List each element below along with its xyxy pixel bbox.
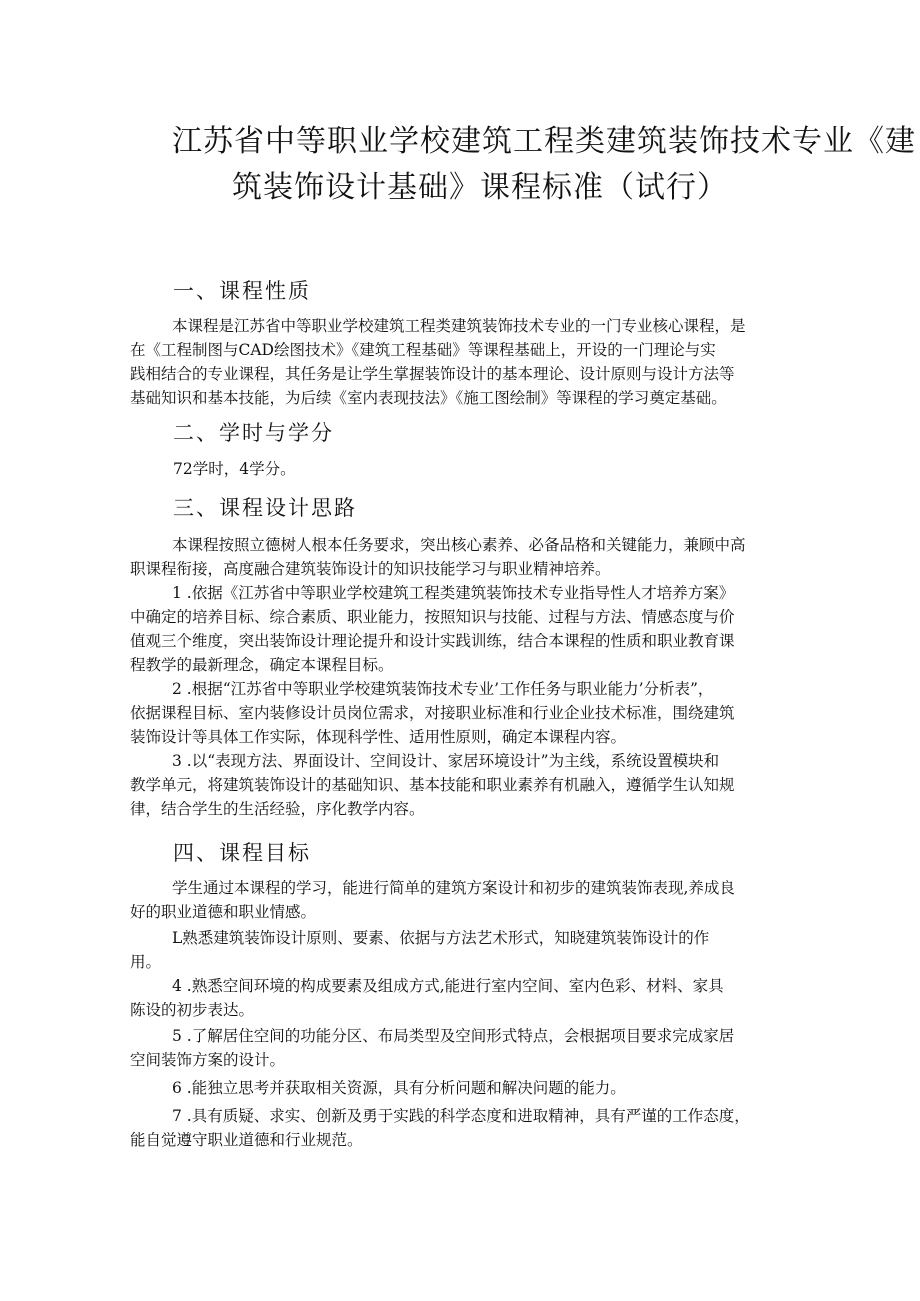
section-heading-4: 四、课程目标 [173,841,311,865]
paragraph-line: 本课程按照立德树人根本任务要求，突出核心素养、必备品格和关键能力，兼顾中高 [172,536,746,554]
paragraph-line: 72学时，4学分。 [173,460,296,478]
paragraph-line: 用。 [130,953,162,971]
paragraph-line: 6 .能独立思考并获取相关资源，具有分析问题和解决问题的能力。 [172,1079,626,1097]
paragraph-line: 中确定的培养目标、综合素质、职业能力，按照知识与技能、过程与方法、情感态度与价 [130,608,735,626]
doc-title-line-2: 筑装饰设计基础》课程标准（试行） [232,170,728,205]
doc-title-line-1: 江苏省中等职业学校建筑工程类建筑装饰技术专业《建 [172,124,916,159]
paragraph-line: 基础知识和基本技能，为后续《室内表现技法》《施工图绘制》等课程的学习奠定基础。 [130,389,727,407]
paragraph-line: 程教学的最新理念，确定本课程目标。 [130,656,394,674]
paragraph-line: 本课程是江苏省中等职业学校建筑工程类建筑装饰技术专业的一门专业核心课程，是 [172,317,746,335]
paragraph-line: 空间装饰方案的设计。 [130,1051,286,1069]
paragraph-line: 4 .熟悉空间环境的构成要素及组成方式,能进行室内空间、室内色彩、材料、家具 [172,977,724,995]
section-heading-1: 一、课程性质 [173,279,311,303]
paragraph-line: 职课程衔接，高度融合建筑装饰设计的知识技能学习与职业精神培养。 [130,560,611,578]
paragraph-line: 3 .以“表现方法、界面设计、空间设计、家居环境设计”为主线，系统设置模块和 [172,752,720,770]
paragraph-line: 陈设的初步表达。 [130,1001,255,1019]
paragraph-line: 能自觉遵守职业道德和行业规范。 [130,1131,363,1149]
paragraph-line: 在《工程制图与CAD绘图技术》《建筑工程基础》等课程基础上，开设的一门理论与实 [130,341,716,359]
paragraph-line: 学生通过本课程的学习，能进行简单的建筑方案设计和初步的建筑装饰表现,养成良 [172,879,735,897]
paragraph-line: 装饰设计等具体工作实际，体现科学性、适用性原则，确定本课程内容。 [130,728,627,746]
paragraph-line: 教学单元，将建筑装饰设计的基础知识、基本技能和职业素养有机融入，遵循学生认知规 [130,776,735,794]
paragraph-line: 7 .具有质疑、求实、创新及勇于实践的科学态度和进取精神，具有严谨的工作态度， [172,1107,750,1125]
paragraph-line: 依据课程目标、室内装修设计员岗位需求，对接职业标准和行业企业技术标准，围绕建筑 [130,704,735,722]
paragraph-line: 1 .依据《江苏省中等职业学校建筑工程类建筑装饰技术专业指导性人才培养方案》 [172,584,735,602]
paragraph-line: 值观三个维度，突出装饰设计理论提升和设计实践训练，结合本课程的性质和职业教育课 [130,632,735,650]
paragraph-line: 2 .根据“江苏省中等职业学校建筑装饰技术专业’工作任务与职业能力’分析表”， [172,680,714,698]
paragraph-line: 好的职业道德和职业情感。 [130,903,317,921]
paragraph-line: 践相结合的专业课程，其任务是让学生掌握装饰设计的基本理论、设计原则与设计方法等 [130,365,735,383]
paragraph-line: 律，结合学生的生活经验，序化教学内容。 [130,800,425,818]
paragraph-line: 5 .了解居住空间的功能分区、布局类型及空间形式特点，会根据项目要求完成家居 [172,1027,735,1045]
paragraph-line: L熟悉建筑装饰设计原则、要素、依据与方法艺术形式，知晓建筑装饰设计的作 [172,929,710,947]
section-heading-3: 三、课程设计思路 [173,496,357,520]
section-heading-2: 二、学时与学分 [173,421,334,445]
